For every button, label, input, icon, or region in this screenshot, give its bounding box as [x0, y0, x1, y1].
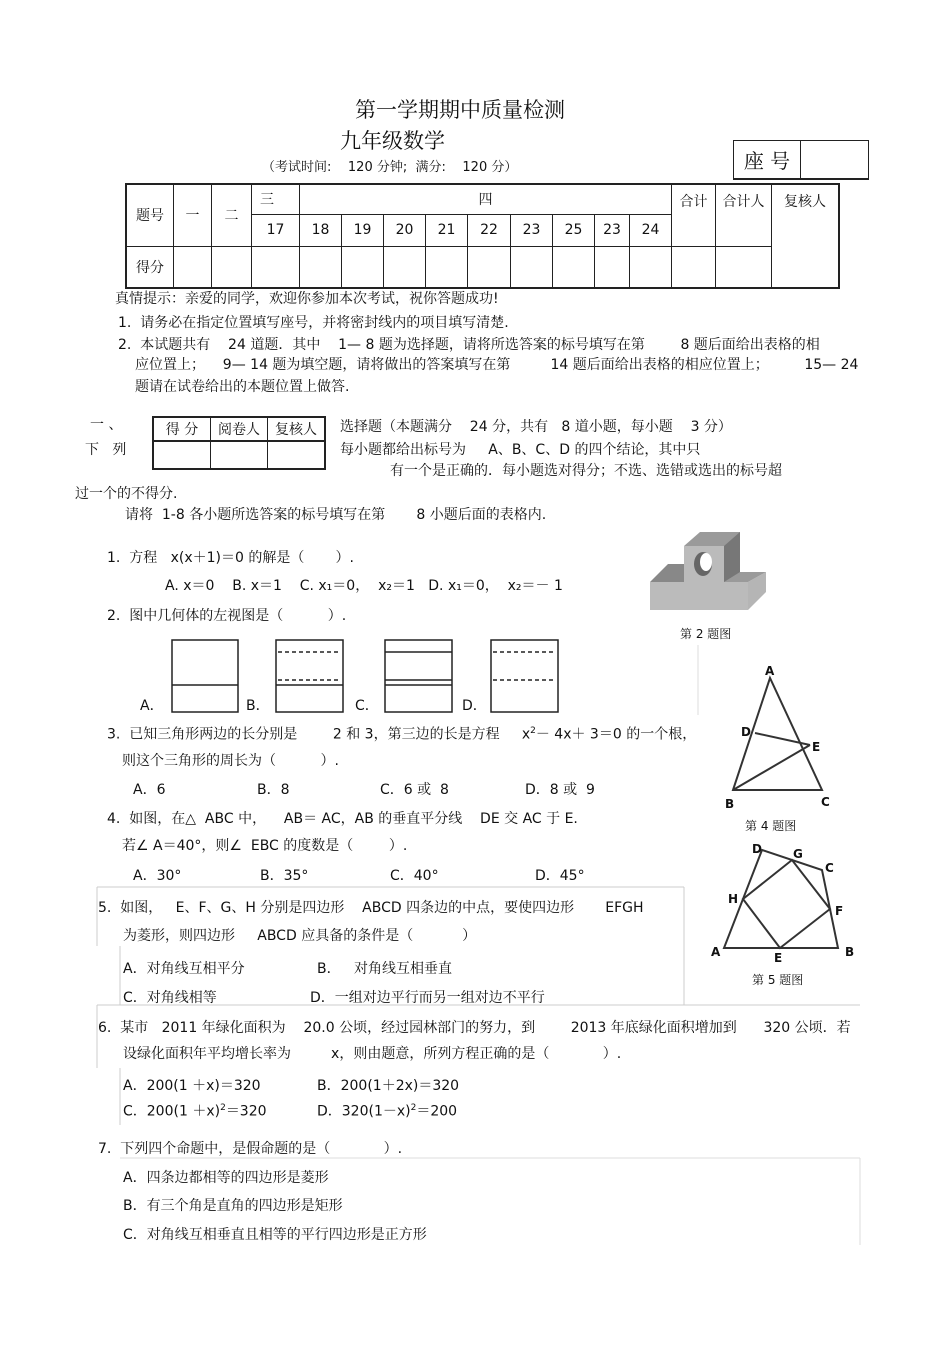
q6-option-a: A．200(1 ＋x)＝320 — [123, 1078, 261, 1094]
q6-option-b: B．200(1＋2x)＝320 — [317, 1078, 460, 1094]
exam-subtitle: 九年级数学 — [340, 129, 445, 153]
q7-option-c: C．对角线互相垂直且相等的平行四边形是正方形 — [123, 1227, 427, 1243]
qnum: 18 — [300, 214, 342, 246]
fig5-label-c: C — [825, 861, 834, 875]
qnum: 25 — [553, 214, 595, 246]
mini-header-score: 得 分 — [153, 417, 211, 441]
view-d-figure — [491, 640, 558, 712]
q3-stem-text: 3. 已知三角形两边的长分别是 2 和 3，第三边的长是方程 x — [107, 726, 531, 743]
quadrilateral-figure — [724, 847, 838, 948]
exponent: 2 — [530, 726, 536, 736]
view-c-figure — [385, 640, 452, 712]
fig4-label-a: A — [765, 664, 775, 678]
q2-option-d: D． — [462, 698, 487, 714]
solid-figure — [650, 532, 766, 610]
fig4-label-c: C — [821, 795, 830, 809]
note-2-line-2: 应位置上； 9— 14 题为填空题，请将做出的答案填写在第 14 题后面给出表格的相应位置上； 15— 24 — [135, 357, 859, 373]
score-cell[interactable] — [630, 246, 672, 288]
score-cell[interactable] — [672, 246, 716, 288]
view-a-figure — [172, 640, 238, 712]
fig5-label-a: A — [711, 945, 721, 959]
score-cell[interactable] — [212, 246, 252, 288]
qnum: 19 — [342, 214, 384, 246]
qnum: 17 — [252, 214, 300, 246]
q6-option-c-text: C．200(1 ＋x) — [123, 1103, 221, 1120]
q6-stem-2: 设绿化面积年平均增长率为 x，则由题意，所列方程正确的是（ ）. — [123, 1046, 622, 1062]
section-desc-3: 有一个是正确的．每小题选对得分；不选、选错或选出的标号超 — [390, 463, 782, 479]
note-1: 1. 请务必在指定位置填写座号，并将密封线内的项目填写清楚. — [118, 315, 509, 331]
row-label-number: 题号 — [126, 184, 174, 246]
score-cell[interactable] — [252, 246, 300, 288]
section-number: 一 、 — [90, 417, 123, 433]
fig5-label-e: E — [774, 951, 783, 965]
score-cell[interactable] — [511, 246, 553, 288]
fig5-label-g: G — [793, 847, 803, 861]
q3-stem-2: 则这个三角形的周长为（ ）. — [122, 753, 339, 769]
q4-option-c: C．40° — [390, 868, 439, 884]
q5-stem-1: 5. 如图， E、F、G、H 分别是四边形 ABCD 四条边的中点，要使四边形 EFGH — [98, 900, 644, 916]
reviewer-cell[interactable] — [268, 441, 326, 469]
seat-number-field[interactable] — [801, 141, 868, 178]
q3-option-a: A．6 — [133, 782, 166, 798]
fig5-label-b: B — [845, 945, 855, 959]
q3-stem-text-2: － 4x＋ 3＝0 的一个根， — [535, 726, 697, 743]
totaler-header: 合计人 — [716, 184, 772, 246]
fig5-label-f: F — [835, 904, 844, 918]
q4-option-a: A．30° — [133, 868, 182, 884]
q2-option-a: A． — [140, 698, 164, 714]
q6-stem-1: 6. 某市 2011 年绿化面积为 20.0 公顷，经过园林部门的努力，到 2013 年底绿化面积增加到 320 公顷．若 — [98, 1020, 851, 1036]
qnum: 23 — [595, 214, 630, 246]
qnum: 24 — [630, 214, 672, 246]
q2-option-c: C． — [355, 698, 379, 714]
fig5-label-d: D — [752, 842, 762, 856]
row-label-score: 得分 — [126, 246, 174, 288]
section-desc-5: 请将 1-8 各小题所选答案的标号填写在第 8 小题后面的表格内. — [125, 507, 547, 523]
greeting: 真情提示：亲爱的同学，欢迎你参加本次考试，祝你答题成功! — [115, 291, 499, 307]
qnum: 22 — [468, 214, 511, 246]
total-header: 合计 — [672, 184, 716, 246]
q4-option-d: D．45° — [535, 868, 585, 884]
fig4-caption: 第 4 题图 — [745, 819, 797, 833]
q1-options: A. x＝0 B. x＝1 C. x₁＝0， x₂＝1 D. x₁＝0， x₂＝－ 1 — [165, 578, 563, 594]
score-cell[interactable] — [153, 441, 211, 469]
score-cell[interactable] — [174, 246, 212, 288]
q4-stem-1: 4. 如图，在△ ABC 中， AB＝ AC，AB 的垂直平分线 DE 交 AC 于 E. — [107, 811, 578, 827]
exam-info: （考试时间: 120 分钟; 满分: 120 分） — [262, 160, 518, 175]
q5-option-d: D．一组对边平行而另一组对边不平行 — [310, 990, 545, 1006]
section-1-header: 一 — [174, 184, 212, 246]
qnum: 20 — [384, 214, 426, 246]
q6-option-d-rhs: ＝200 — [416, 1103, 458, 1120]
fig4-label-b: B — [725, 797, 735, 811]
q3-option-b: B．8 — [257, 782, 290, 798]
section-2-header: 二 — [212, 184, 252, 246]
section-4-header: 四 — [300, 184, 672, 214]
qnum: 23 — [511, 214, 553, 246]
note-2-line-3: 题请在试卷给出的本题位置上做答. — [135, 379, 350, 395]
q3-stem-1 — [107, 727, 696, 742]
q7-option-a: A．四条边都相等的四边形是菱形 — [123, 1170, 329, 1186]
section-desc-4: 过一个的不得分. — [75, 486, 178, 502]
score-cell[interactable] — [300, 246, 342, 288]
section-3-header: 三 — [252, 184, 300, 214]
seat-label: 座 号 — [734, 141, 801, 178]
q4-stem-2: 若∠ A＝40°，则∠ EBC 的度数是（ ）. — [122, 838, 408, 854]
q4-option-b: B．35° — [260, 868, 309, 884]
section-lead: 下 列 — [85, 442, 127, 458]
q6-option-d — [317, 1104, 457, 1119]
section-desc-2: 每小题都给出标号为 A、B、C、D 的四个结论，其中只 — [340, 442, 701, 458]
qnum: 21 — [426, 214, 468, 246]
score-cell[interactable] — [553, 246, 595, 288]
score-cell[interactable] — [426, 246, 468, 288]
mini-header-grader: 阅卷人 — [211, 417, 268, 441]
q2-option-b: B． — [246, 698, 270, 714]
grader-cell[interactable] — [211, 441, 268, 469]
mini-header-reviewer: 复核人 — [268, 417, 326, 441]
q3-option-c: C．6 或 8 — [380, 782, 449, 798]
score-table — [125, 183, 840, 289]
fig2-caption: 第 2 题图 — [680, 627, 732, 641]
q7-stem: 7. 下列四个命题中，是假命题的是（ ）. — [98, 1141, 403, 1157]
q6-option-c-rhs: ＝320 — [225, 1103, 267, 1120]
score-cell[interactable] — [595, 246, 630, 288]
view-b-figure — [276, 640, 343, 712]
fig5-caption: 第 5 题图 — [752, 973, 804, 987]
q5-option-b: B． 对角线互相垂直 — [317, 961, 452, 977]
score-cell[interactable] — [342, 246, 384, 288]
exponent: 2 — [410, 1103, 417, 1113]
q6-option-d-text: D．320(1－x) — [317, 1103, 411, 1120]
exam-title: 第一学期期中质量检测 — [355, 98, 565, 122]
q5-option-c: C．对角线相等 — [123, 990, 217, 1006]
score-cell[interactable] — [716, 246, 772, 288]
q7-option-b: B．有三个角是直角的四边形是矩形 — [123, 1198, 343, 1214]
q5-stem-2: 为菱形，则四边形 ABCD 应具备的条件是（ ） — [123, 928, 477, 944]
section-desc-1: 选择题（本题满分 24 分，共有 8 道小题，每小题 3 分） — [340, 419, 732, 435]
q3-option-d: D．8 或 9 — [525, 782, 595, 798]
score-cell[interactable] — [384, 246, 426, 288]
fig4-label-e: E — [812, 740, 821, 754]
reviewer-header: 复核人 — [772, 184, 840, 288]
note-2-line-1: 2. 本试题共有 24 道题．其中 1— 8 题为选择题，请将所选答案的标号填写在第 8 题后面给出表格的相 — [118, 337, 820, 353]
section-score-table — [152, 416, 326, 470]
exponent: 2 — [220, 1103, 226, 1113]
q6-option-c — [123, 1104, 267, 1119]
seat-number-box — [733, 140, 869, 180]
fig4-label-d: D — [741, 725, 751, 739]
q2-stem: 2. 图中几何体的左视图是（ ）. — [107, 608, 347, 624]
q1-stem: 1. 方程 x(x＋1)＝0 的解是（ ）. — [107, 550, 354, 566]
fig5-label-h: H — [728, 892, 739, 906]
q5-option-a: A．对角线互相平分 — [123, 961, 245, 977]
score-cell[interactable] — [468, 246, 511, 288]
